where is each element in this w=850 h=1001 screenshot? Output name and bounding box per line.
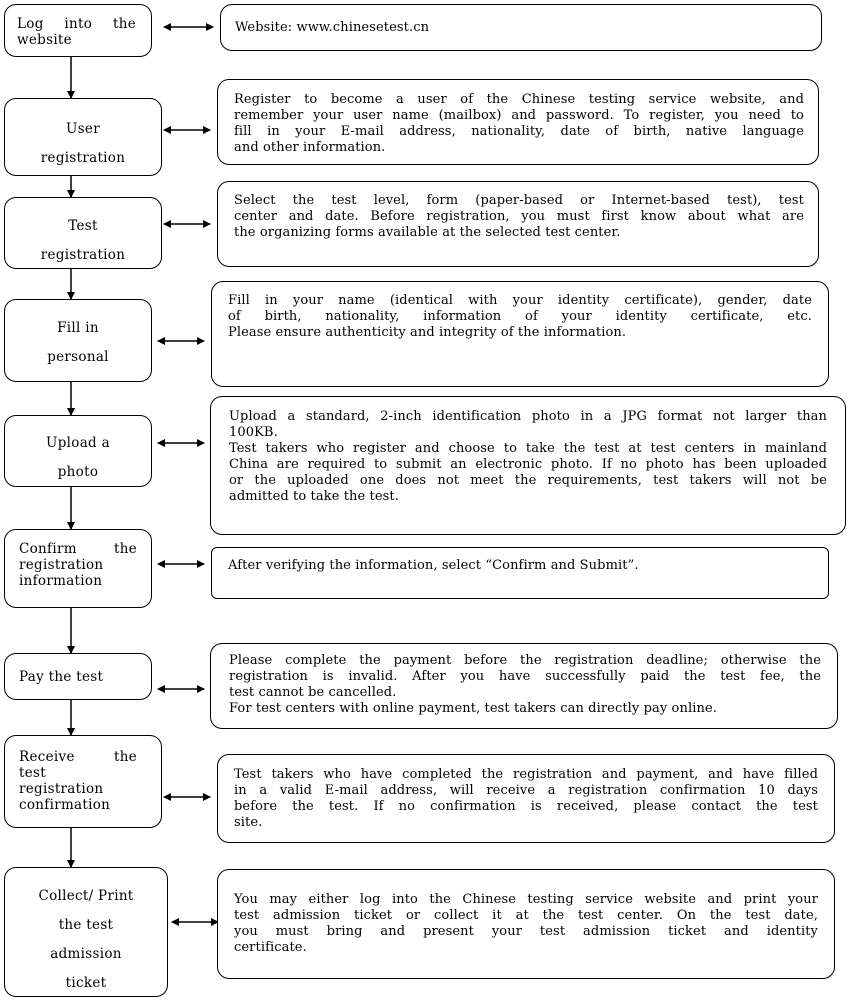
desc-test-registration	[217, 181, 819, 267]
desc-test-registration-line-2: center and date. Before registration, you must first know about what are	[234, 209, 804, 224]
desc-pay-test-line-2: registration is invalid. After you have successfully paid the test fee, the	[229, 669, 821, 684]
step-login-line-1: Log into the	[17, 16, 136, 32]
step-user-registration	[4, 98, 162, 176]
step-collect-ticket-line-4: ticket	[65, 975, 107, 991]
step-pay-test	[4, 653, 152, 700]
desc-fill-personal	[211, 281, 829, 387]
step-fill-personal	[4, 299, 152, 382]
desc-collect-ticket-line-4: certificate.	[234, 940, 307, 955]
step-collect-ticket-line-2: the test	[58, 917, 114, 933]
step-receive-confirmation	[4, 735, 162, 828]
step-test-registration	[4, 197, 162, 269]
desc-upload-photo-line-4: China are required to submit an electronic photo. If no photo has been uploaded	[229, 457, 827, 472]
desc-user-registration-line-4: and other information.	[234, 140, 386, 155]
desc-collect-ticket-line-1: You may either log into the Chinese testing service website and print your	[234, 892, 818, 907]
step-confirm-info-line-1: Confirm the	[19, 541, 137, 557]
step-test-registration-line-2: registration	[40, 247, 126, 263]
step-collect-ticket-line-1: Collect/ Print	[38, 888, 134, 904]
desc-upload-photo-line-5: or the uploaded one does not meet the requirements, test takers will not be	[229, 473, 827, 488]
desc-receive-confirmation	[217, 754, 835, 843]
desc-fill-personal-line-3: Please ensure authenticity and integrity of the information.	[228, 325, 627, 340]
desc-collect-ticket	[217, 869, 835, 979]
desc-login-line-1: Website: www.chinesetest.cn	[235, 20, 430, 35]
step-upload-photo-line-1: Upload a	[46, 435, 110, 451]
desc-receive-confirmation-line-3: before the test. If no confirmation is received, please contact the test	[234, 799, 818, 814]
desc-pay-test-line-1: Please complete the payment before the registration deadline; otherwise the	[229, 653, 821, 668]
step-confirm-info	[4, 529, 152, 608]
desc-user-registration	[217, 79, 819, 165]
desc-upload-photo	[210, 396, 846, 535]
step-confirm-info-line-2: registration	[19, 557, 104, 573]
desc-pay-test	[210, 643, 838, 729]
desc-confirm-info-line-1: After verifying the information, select “Confirm and Submit”.	[228, 558, 639, 573]
desc-upload-photo-line-2: 100KB.	[229, 425, 278, 440]
step-fill-personal-line-2: personal	[47, 349, 109, 365]
step-login	[4, 4, 152, 57]
step-test-registration-line-1: Test	[68, 218, 98, 234]
desc-login	[220, 4, 822, 51]
desc-collect-ticket-line-3: you must bring and present your test admission ticket and identity	[234, 924, 818, 939]
step-upload-photo	[4, 415, 152, 487]
step-upload-photo-line-2: photo	[57, 464, 99, 480]
desc-upload-photo-line-3: Test takers who register and choose to take the test at test centers in mainland	[229, 441, 827, 456]
step-fill-personal-line-1: Fill in	[57, 320, 99, 336]
desc-test-registration-line-3: the organizing forms available at the selected test center.	[234, 225, 621, 240]
desc-user-registration-line-1: Register to become a user of the Chinese testing service website, and	[234, 92, 804, 107]
step-login-line-2: website	[17, 32, 72, 48]
desc-receive-confirmation-line-4: site.	[234, 815, 263, 830]
desc-user-registration-line-3: fill in your E-mail address, nationality, date of birth, native language	[234, 124, 804, 139]
step-receive-confirmation-line-4: confirmation	[19, 797, 111, 813]
desc-upload-photo-line-1: Upload a standard, 2-inch identification photo in a JPG format not larger than	[229, 409, 827, 424]
desc-user-registration-line-2: remember your user name (mailbox) and password. To register, you need to	[234, 108, 804, 123]
desc-pay-test-line-4: For test centers with online payment, test takers can directly pay online.	[229, 701, 717, 716]
desc-fill-personal-line-2: of birth, nationality, information of your identity certificate, etc.	[228, 309, 812, 324]
step-confirm-info-line-3: information	[19, 573, 103, 589]
desc-collect-ticket-line-2: test admission ticket or collect it at the test center. On the test date,	[234, 908, 818, 923]
step-collect-ticket-line-3: admission	[50, 946, 122, 962]
step-collect-ticket	[4, 867, 168, 997]
desc-fill-personal-line-1: Fill in your name (identical with your identity certificate), gender, date	[228, 293, 812, 308]
step-user-registration-line-1: User	[66, 121, 100, 137]
step-receive-confirmation-line-2: test	[19, 765, 46, 781]
step-user-registration-line-2: registration	[40, 150, 126, 166]
step-receive-confirmation-line-3: registration	[19, 781, 104, 797]
desc-test-registration-line-1: Select the test level, form (paper-based or Internet-based test), test	[234, 193, 804, 208]
desc-receive-confirmation-line-2: in a valid E-mail address, will receive a registration confirmation 10 days	[234, 783, 818, 798]
desc-upload-photo-line-6: admitted to take the test.	[229, 489, 399, 504]
step-receive-confirmation-line-1: Receive the	[19, 749, 137, 765]
desc-receive-confirmation-line-1: Test takers who have completed the registration and payment, and have filled	[234, 767, 818, 782]
desc-confirm-info	[211, 547, 829, 599]
desc-pay-test-line-3: test cannot be cancelled.	[229, 685, 397, 700]
step-pay-test-line-1: Pay the test	[19, 669, 104, 685]
